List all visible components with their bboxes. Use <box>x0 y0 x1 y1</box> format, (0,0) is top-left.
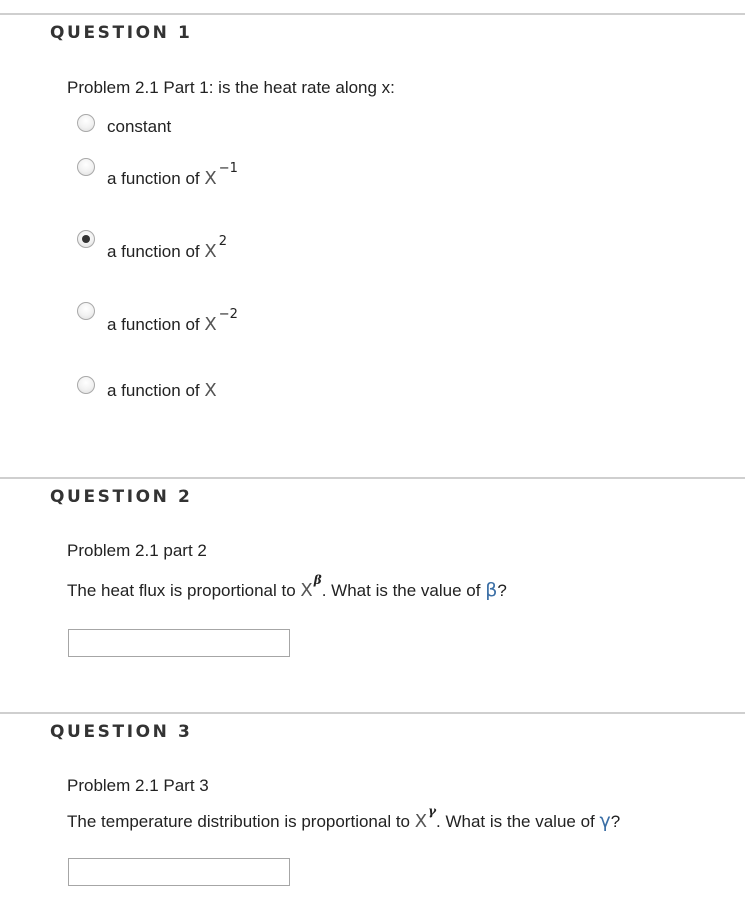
variable-x: X <box>414 811 428 832</box>
question-3-prompt <box>67 804 621 832</box>
option-label-text: constant <box>107 117 172 136</box>
question-3-title: Problem 2.1 Part 3 <box>67 776 209 795</box>
option-constant-label <box>107 117 171 137</box>
variable-x: X <box>204 314 217 335</box>
prompt-text: ? <box>610 812 621 831</box>
exponent: 2 <box>218 234 227 249</box>
option-x-neg1-radio[interactable] <box>77 158 95 176</box>
option-x-radio[interactable] <box>77 376 95 394</box>
option-label-text: a function of <box>107 381 205 400</box>
option-x-neg1-label <box>107 161 238 189</box>
variable-x: X <box>204 380 217 401</box>
prompt-text: The heat flux is proportional to <box>67 581 301 600</box>
option-x-2-radio[interactable] <box>77 230 95 248</box>
option-x-neg2-radio[interactable] <box>77 302 95 320</box>
question-2-heading: QUESTION 2 <box>50 487 193 507</box>
question-2-title: Problem 2.1 part 2 <box>67 541 207 560</box>
question-2-answer-input[interactable] <box>68 629 290 657</box>
question-2-prompt <box>67 573 507 601</box>
exponent-gamma: γ <box>428 804 437 818</box>
option-constant-radio[interactable] <box>77 114 95 132</box>
prompt-text: . What is the value of <box>436 812 600 831</box>
option-x-label <box>107 380 217 401</box>
question-3-answer-input[interactable] <box>68 858 290 886</box>
option-x-2-label <box>107 234 227 262</box>
variable-x: X <box>204 241 217 262</box>
question-1-prompt: Problem 2.1 Part 1: is the heat rate along x: <box>67 78 395 97</box>
variable-x: X <box>204 168 217 189</box>
question-3-heading: QUESTION 3 <box>50 722 193 742</box>
option-x-neg2-label <box>107 307 238 335</box>
prompt-text: ? <box>497 581 507 600</box>
question-1-heading: QUESTION 1 <box>50 23 193 43</box>
section-divider <box>0 712 745 714</box>
gamma-symbol: γ <box>599 810 611 832</box>
section-divider <box>0 477 745 479</box>
exponent-beta: β <box>313 573 322 587</box>
option-label-text: a function of <box>107 315 205 334</box>
option-label-text: a function of <box>107 242 205 261</box>
prompt-text: The temperature distribution is proportional to <box>67 812 415 831</box>
option-label-text: a function of <box>107 169 205 188</box>
variable-x: X <box>300 580 313 601</box>
beta-symbol: β <box>485 579 498 601</box>
prompt-text: . What is the value of <box>321 581 486 600</box>
exponent: −2 <box>218 307 238 322</box>
section-divider-top <box>0 13 745 15</box>
exponent: −1 <box>218 161 238 176</box>
